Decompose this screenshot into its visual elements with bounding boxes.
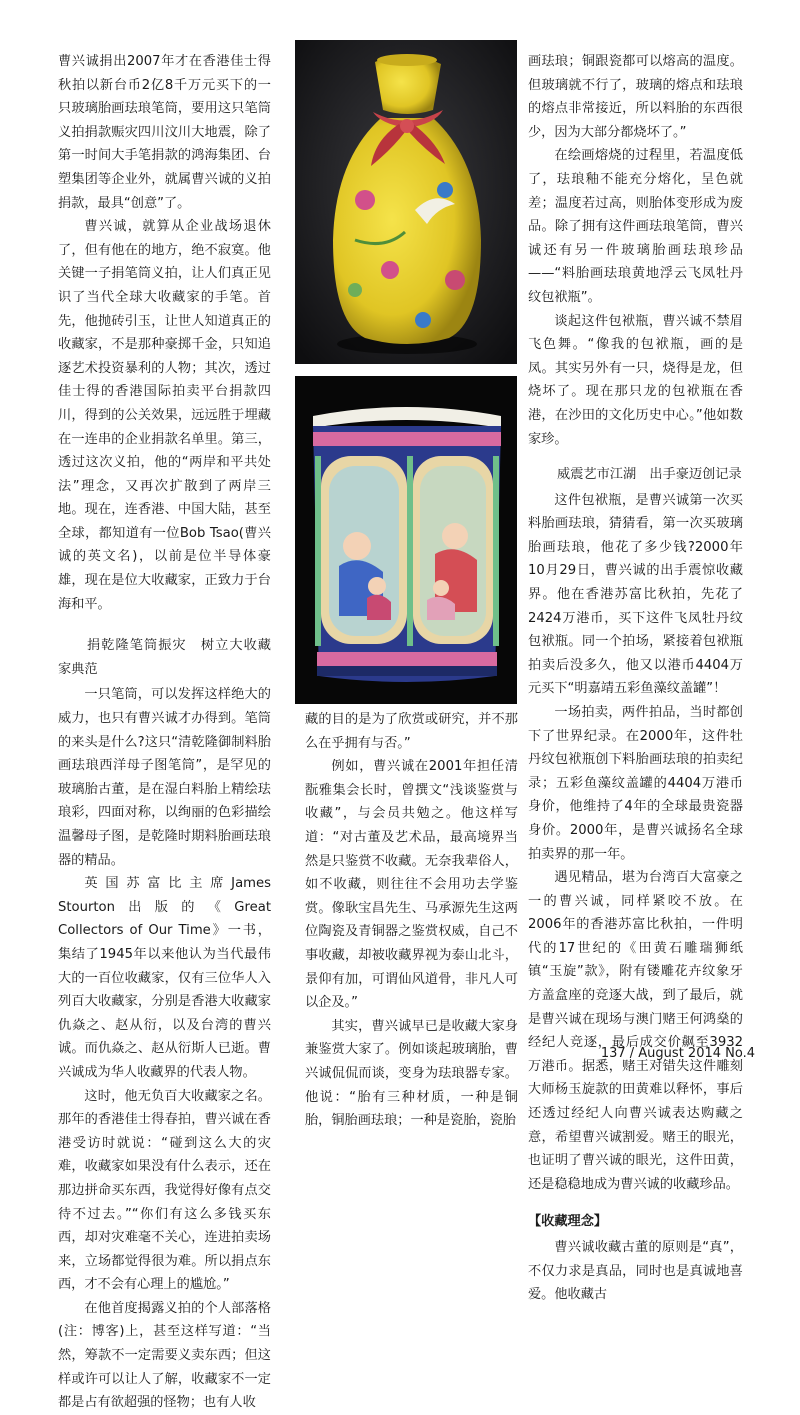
paragraph: 一场拍卖，两件拍品，当时都创下了世界纪录。在2000年，这件牡丹纹包袱瓶创下料胎画珐琅的拍卖纪录；五彩鱼藻纹盖罐的4404万港币身价，他维持了4年的全球最贵瓷器身价。2000年，是曹兴诚扬名全球拍卖界的那一年。 bbox=[528, 704, 743, 862]
paragraph: 英国苏富比主席James Stourton出版的《Great Collectors of Our Time》一书，集结了1945年以来他认为当代最伟大的一百位收藏家，仅有三位华人入列百大收藏家，分别是香港大收藏家仇焱之、赵从衍，以及台湾的曹兴诚。而仇焱之、赵从衍斯人已逝。曹兴诚成为华人收藏界的代表人物。 bbox=[58, 876, 271, 1080]
article-column-2 bbox=[305, 708, 518, 1133]
paragraph: 在他首度揭露义拍的个人部落格(注：博客)上，甚至这样写道：“当然，筹款不一定需要义卖东西；但这样或许可以让人了解，收藏家不一定都是占有欲超强的怪物；也有人收 bbox=[58, 1300, 271, 1411]
section-heading: 捐乾隆笔筒振灾 树立大收藏家典范 bbox=[58, 638, 271, 677]
brush-pot-photo bbox=[295, 376, 517, 704]
paragraph: 曹兴诚，就算从企业战场退休了，但有他在的地方，绝不寂寞。他关键一子捐笔筒义拍，让人们真正见识了当代全球大收藏家的手笔。首先，他抛砖引玉，让世人知道真正的收藏家，不是那种豪掷千金，只知追逐艺术投资暴利的人物；其次，透过佳士得的香港国际拍卖平台捐款四川，得到的公关效果，远远胜于埋藏在一连串的企业捐款名单里。第三，透过这次义拍，他的“两岸和平共处法”理念，又再次扩散到了两岸三地。现在，连香港、中国大陆，甚至全球，都知道有一位Bob Tsao(曹兴诚的英文名)，以前是位半导体豪雄，现在是位大收藏家，正致力于台海和平。 bbox=[58, 219, 271, 612]
paragraph: 其实，曹兴诚早已是收藏大家身兼鉴赏大家了。例如谈起玻璃胎，曹兴诚侃侃而谈，变身为珐琅器专家。他说：“胎有三种材质，一种是铜胎，铜胎画珐琅；一种是瓷胎，瓷胎 bbox=[305, 1018, 518, 1129]
paragraph: 遇见精品，堪为台湾百大富豪之一的曹兴诚，同样紧咬不放。在2006年的香港苏富比秋拍，一件明代的17世纪的《田黄石雕瑞狮纸镇“玉旋”款》，附有镂雕花卉纹象牙方盖盒座的竞逐大战，到了最后，就是曹兴诚在现场与澳门赌王何鸿燊的经纪人竞逐，最后成交价飙至3932万港币。据悉，赌王对错失这件雕刻大师杨玉旋款的田黄难以释怀，事后还透过经纪人向曹兴诚表达购藏之意，希望曹兴诚割爱。赌王的眼光，也证明了曹兴诚的眼光，这件田黄，还是稳稳地成为曹兴诚的收藏珍品。 bbox=[528, 870, 743, 1192]
page-footer bbox=[601, 1046, 755, 1061]
section-heading: 威震艺市江湖 出手豪迈创记录 bbox=[557, 467, 742, 482]
article-column-1 bbox=[58, 50, 271, 1415]
paragraph: 曹兴诚捐出2007年才在香港佳士得秋拍以新台币2亿8千万元买下的一只玻璃胎画珐琅笔筒，要用这只笔筒义拍捐款赈灾四川汶川大地震，除了第一时间大手笔捐款的鸿海集团、台塑集团等企业外，就属曹兴诚的义拍捐款，最具“创意”了。 bbox=[58, 54, 271, 211]
page-number: 137 bbox=[600, 1046, 626, 1061]
issue-label: / August 2014 No.4 bbox=[629, 1046, 755, 1061]
paragraph: 曹兴诚收藏古董的原则是“真”，不仅力求是真品，同时也是真诚地喜爱。他收藏古 bbox=[528, 1240, 743, 1303]
article-column-3-top bbox=[528, 50, 743, 451]
paragraph: 这件包袱瓶，是曹兴诚第一次买料胎画珐琅，猜猜看，第一次买玻璃胎画珐琅，他花了多少钱?2000年10月29日，曹兴诚的出手震惊收藏界。他在香港苏富比秋拍，先花了2424万港币，买下这件飞凤牡丹纹包袱瓶。同一个拍场，紧接着包袱瓶拍卖后没多久，他又以港币4404万元买下“明嘉靖五彩鱼藻纹盖罐”！ bbox=[528, 492, 743, 697]
paragraph: 在绘画熔烧的过程里，若温度低了，珐琅釉不能充分熔化，呈色就差；温度若过高，则胎体变形成为废品。除了拥有这件画珐琅笔筒，曹兴诚还有另一件玻璃胎画珐琅珍品——“料胎画珐琅黄地浮云飞凤牡丹纹包袱瓶”。 bbox=[528, 148, 743, 305]
article-column-3-bottom bbox=[528, 463, 743, 1307]
snuff-bottle-photo bbox=[295, 40, 517, 364]
paragraph: 一只笔筒，可以发挥这样绝大的威力，也只有曹兴诚才办得到。笔筒的来头是什么?这只“清乾隆御制料胎画珐琅西洋母子图笔筒”，是罕见的玻璃胎古董，是在湿白料胎上精绘珐琅彩，四面对称，以绚丽的色彩描绘温馨母子图，是乾隆时期料胎画珐琅器的精品。 bbox=[58, 687, 271, 868]
paragraph: 画珐琅；铜跟瓷都可以熔高的温度。但玻璃就不行了，玻璃的熔点和珐琅的熔点非常接近，所以料胎的东西很少，因为大部分都烧坏了。” bbox=[528, 54, 743, 140]
section-heading-collection-philosophy: 【收藏理念】 bbox=[528, 1214, 608, 1230]
paragraph: 这时，他无负百大收藏家之名。那年的香港佳士得春拍，曹兴诚在香港受访时就说：“碰到这么大的灾难，收藏家如果没有什么表示，还在那边拼命买东西，我觉得好像有点交待不过去。”“你们有这么多钱买东西，却对灾难毫不关心，连进拍卖场来，立场都觉得很为难。所以捐点东西，才不会有心理上的尴尬。” bbox=[58, 1088, 271, 1293]
paragraph: 藏的目的是为了欣赏或研究，并不那么在乎拥有与否。” bbox=[305, 712, 518, 751]
paragraph: 例如，曹兴诚在2001年担任清翫雅集会长时，曾撰文“浅谈鉴赏与收藏”，与会员共勉之。他这样写道：“对古董及艺术品，最高境界当然是只鉴赏不收藏。无奈我辈俗人，如不收藏，则往往不会用功去学鉴赏。像耿宝昌先生、马承源先生这两位陶瓷及青铜器之鉴赏权威，自己不事收藏，却被收藏界视为泰山北斗，景仰有加，可谓仙风道骨，非凡人可以企及。” bbox=[305, 759, 518, 1011]
paragraph: 谈起这件包袱瓶，曹兴诚不禁眉飞色舞。“像我的包袱瓶，画的是凤。其实另外有一只，烧得是龙，但烧坏了。现在那只龙的包袱瓶在香港，在沙田的文化历史中心。”他如数家珍。 bbox=[528, 313, 743, 447]
